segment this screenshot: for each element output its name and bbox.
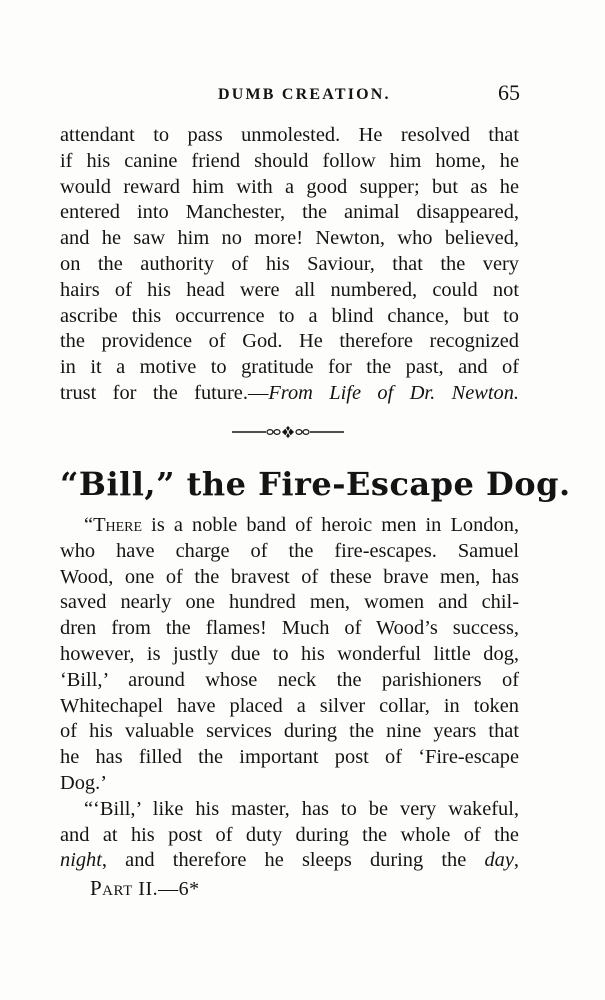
text-line: ascribe this occurrence to a blind chance, but to	[60, 304, 519, 327]
text-run: , and therefore he sleeps during the	[101, 849, 485, 872]
passage-bill	[60, 513, 519, 874]
text-line: Dog.’	[60, 771, 108, 794]
decorative-rule-icon	[232, 424, 344, 440]
text-line: in it a motive to gratitude for the past, and of	[60, 356, 519, 379]
open-quote: “	[84, 514, 94, 536]
text-line: and at his post of duty during the whole of the	[60, 823, 519, 846]
text-line	[60, 848, 519, 874]
text-line: would reward him with a good supper; but as he	[60, 175, 519, 198]
lead-rest: is a noble band of heroic men in London,	[142, 514, 519, 536]
text-line: however, is justly due to his wonderful little dog,	[60, 642, 519, 665]
text-line: the providence of God. He therefore recognized	[60, 330, 519, 353]
text-line: of his valuable services during the nine years that	[60, 720, 519, 743]
text-line	[60, 513, 519, 539]
text-line: if his canine friend should follow him home, he	[60, 149, 519, 172]
running-title: DUMB CREATION.	[218, 86, 391, 103]
text-line: who have charge of the fire-escapes. Samuel	[60, 539, 519, 562]
text-line: on the authority of his Saviour, that the very	[60, 252, 519, 275]
text-line-citation	[60, 381, 519, 407]
lead-word: There	[93, 514, 143, 536]
text-line: attendant to pass unmolested. He resolved that	[60, 124, 519, 146]
citation-lead: trust for the future.—	[60, 381, 269, 404]
passage-newton	[60, 123, 519, 407]
text-line: “‘Bill,’ like his master, has to be very wakeful,	[84, 797, 519, 820]
text-line: entered into Manchester, the animal disappeared,	[60, 201, 519, 224]
signature-part-word: Part	[90, 876, 133, 900]
page-number: 65	[498, 80, 520, 105]
running-head	[60, 78, 520, 108]
text-line: hairs of his head were all numbered, could not	[60, 278, 519, 301]
text-line: ‘Bill,’ around whose neck the parishioners of	[60, 668, 519, 691]
text-run: ,	[513, 849, 519, 872]
text-line: dren from the flames! Much of Wood’s success,	[60, 617, 519, 640]
text-line: and he saw him no more! Newton, who believed,	[60, 227, 519, 250]
signature-rest: II.—6*	[132, 878, 200, 900]
text-line: Whitechapel have placed a silver collar, in token	[60, 694, 519, 717]
citation-source: From Life of Dr. Newton.	[268, 381, 520, 404]
text-line: Wood, one of the bravest of these brave men, has	[60, 565, 519, 588]
text-line: saved nearly one hundred men, women and chil-	[60, 591, 519, 614]
text-line: he has filled the important post of ‘Fire-escape	[60, 746, 519, 769]
italic-word: day	[484, 849, 514, 872]
signature-mark	[90, 876, 200, 901]
section-title: “Bill,” the Fire-Escape Dog.	[60, 465, 571, 503]
italic-word: night	[60, 849, 102, 872]
